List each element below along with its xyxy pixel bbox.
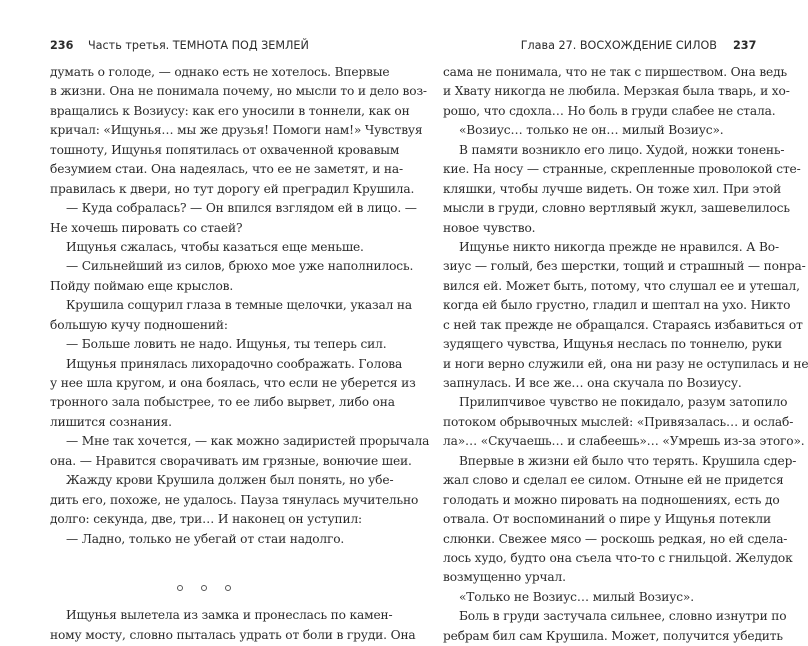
text-line: — Куда собралась? — Он впился взглядом ей в лицо. — [66,201,417,216]
text-line: дить его, похоже, не удалось. Пауза тянулась мучительно [50,492,419,507]
running-head: Глава 27. ВОСХОЖДЕНИЕ СИЛОВ [520,39,717,52]
text-line: тошноту, Ищунья попятилась от охваченной кровавым [50,142,400,157]
text-line: отвала. От воспоминаний о пире у Ищунья потекли [443,512,771,527]
text-line: она. — Нравится сворачивать им грязные, вонючие шеи. [50,453,412,468]
page-number: 236 [50,39,74,52]
text-line: Не хочешь пировать со стаей? [50,220,243,235]
text-line: безумием стаи. Она надеялась, что ее не заметят, и на- [50,162,403,177]
text-line: слюнки. Свежее мясо — роскошь редкая, но ей сдела- [443,531,788,546]
circle-ornament-icon [225,585,231,591]
text-line: лось худо, будто она съела что-то с гнильцой. Желудок [443,550,793,565]
text-line: Крушила сощурил глаза в темные щелочки, указал на [66,298,412,313]
text-line: когда ей было грустно, гладил и шептал на ухо. Никто [443,298,791,313]
running-head: Часть третья. ТЕМНОТА ПОД ЗЕМЛЕЙ [88,39,309,52]
text-line: кие. На носу — странные, скрепленные проволокой сте- [443,162,801,177]
text-line: Ищунья вылетела из замка и пронеслась по камен- [66,608,393,623]
text-line: кричал: «Ищунья… мы же друзья! Помоги нам!» Чувствуя [50,123,423,138]
text-line: кляшки, чтобы лучше видеть. Он тоже хил. При этой [443,181,782,196]
text-line: зиус — голый, без шерстки, тощий и страшный — понра- [443,259,806,274]
text-line: и Хвату никогда не любила. Мерзкая была тварь, и хо- [443,84,790,99]
text-line: вращались к Возиусу: как его уносили в тоннели, как он [50,103,410,118]
text-line: зудящего чувства, Ищунья неслась по тоннелю, руки [443,337,782,352]
text-line: лишится сознания. [50,414,172,429]
text-line: новое чувство. [443,220,536,235]
text-line: Боль в груди застучала сильнее, словно изнутри по [459,609,787,624]
text-line: думать о голоде, — однако есть не хотелось. Впервые [50,65,390,79]
text-line: ребрам бил сам Крушила. Может, получится убедить [443,628,783,643]
text-line: потоком обрывочных мыслей: «Привязалась… и ослаб- [443,414,794,429]
text-line: в жизни. Она не понимала почему, но мысли то и дело воз- [50,84,427,99]
section-break [50,568,357,606]
text-line: жал слово и сделал ее силом. Отныне ей не придется [443,473,784,488]
text-line: сама не понимала, что не так с пиршеством. Она ведь [443,65,787,79]
text-line: с ней так прежде не обращался. Стараясь избавиться от [443,317,803,332]
text-line: рошо, что сдохла… Но боль в груди слабее не стала. [443,103,776,118]
text-line: и ноги верно служили ей, она ни разу не оступилась и не [443,356,808,371]
text-line: Впервые в жизни ей было что терять. Крушила сдер- [459,453,797,468]
circle-ornament-icon [201,585,207,591]
page-body [443,63,808,646]
text-line: Ищунья сжалась, чтобы казаться еще меньше. [66,239,364,254]
circle-ornament-icon [177,585,183,591]
text-line: тронного зала побыстрее, то ее либо вырвет, либо она [50,395,395,410]
text-line: Ищунье никто никогда прежде не нравился. А Во- [459,239,779,254]
text-line: большую кучу подношений: [50,317,228,332]
text-line: — Сильнейший из силов, брюхо мое уже наполнилось. [66,259,414,274]
text-line: мысли в груди, словно вертлявый жукл, зашевелилось [443,201,790,216]
text-line: Прилипчивое чувство не покидало, разум затопило [459,395,788,410]
text-line: долго: секунда, две, три… И наконец он уступил: [50,512,362,527]
spacer [50,549,357,568]
text-line: ла»… «Скучаешь… и слабеешь»… «Умрешь из-за этого». [443,434,805,449]
text-line: возмущенно урчал. [443,570,566,585]
text-line: голодать и можно пировать на подношениях, есть до [443,492,780,507]
text-line: — Мне так хочется, — как можно задиристей прорычала [66,434,430,449]
text-line: Ищунья принялась лихорадочно соображать. Голова [66,356,403,371]
text-line: вился ей. Может быть, потому, что слушал ее и утешал, [443,278,800,293]
text-line: «Только не Возиус… милый Возиус». [459,589,694,604]
text-line: Жажду крови Крушила должен был понять, но убе- [66,473,394,488]
text-line: ному мосту, словно пыталась удрать от боли в груди. Она [50,627,416,642]
text-line: — Больше ловить не надо. Ищунья, ты теперь сил. [66,337,387,352]
text-line: В памяти возникло его лицо. Худой, ножки тонень- [459,142,785,157]
text-line: — Ладно, только не убегай от стаи надолго. [66,531,345,546]
right-page [400,0,808,643]
text-line: правилась к двери, но тут дорогу ей преградил Крушила. [50,181,415,196]
text-line: «Возиус… только не он… милый Возиус». [459,123,724,138]
text-line: у нее шла кругом, и она боялась, что если не уберется из [50,376,416,390]
text-line: запнулась. И все же… она скучала по Возиусу. [443,376,742,390]
page-body [50,63,430,645]
page-number: 237 [733,39,757,52]
text-line: Пойду поймаю еще крыслов. [50,278,234,293]
